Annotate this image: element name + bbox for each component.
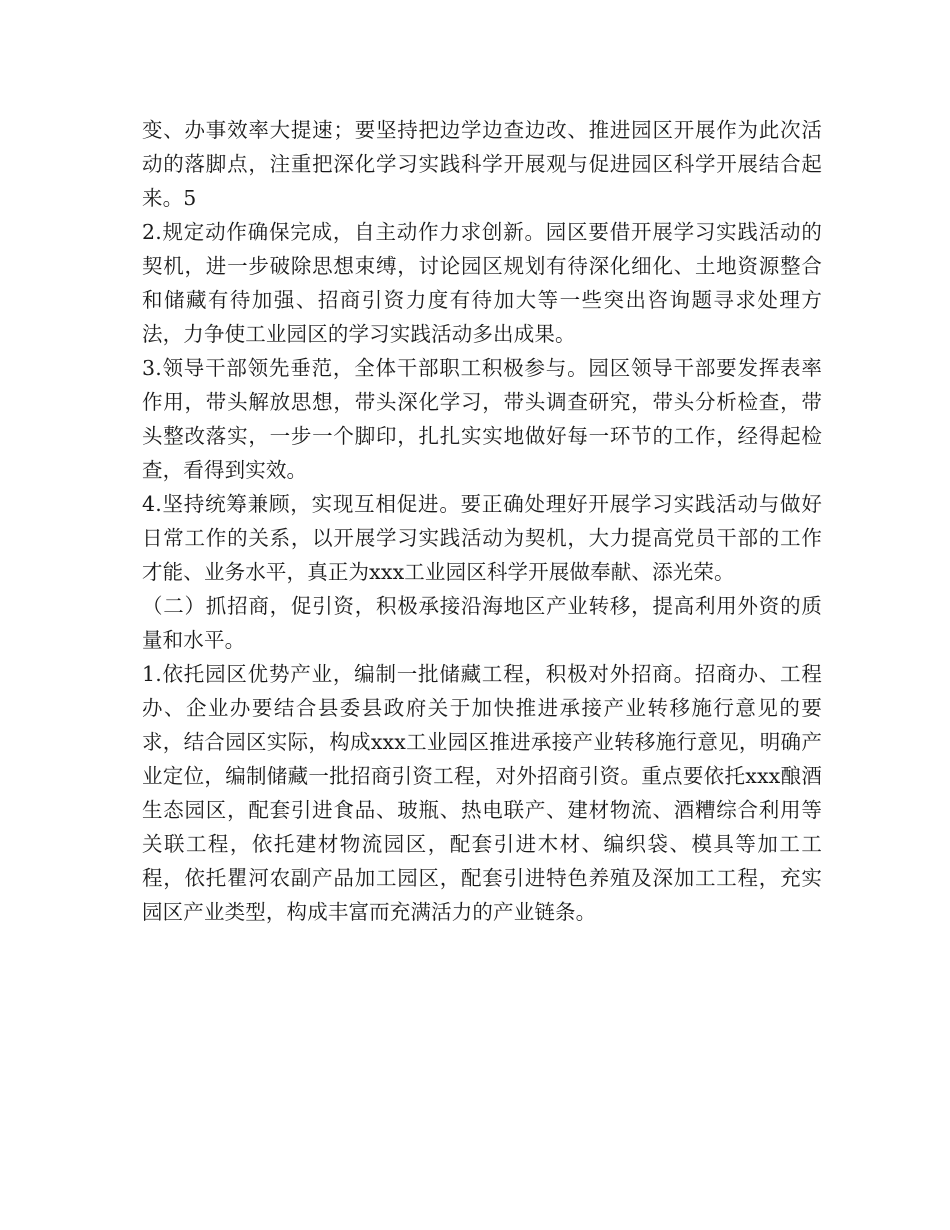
paragraph-item-4: 4.坚持统筹兼顾，实现互相促进。要正确处理好开展学习实践活动与做好日常工作的关系，以开展学习实践活动为契机，大力提高党员干部的工作才能、业务水平，真正为xxx工业园区科学开展做奉献、添光荣。 <box>142 492 822 584</box>
paragraph-section2-item-1: 1.依托园区优势产业，编制一批储藏工程，积极对外招商。招商办、工程办、企业办要结合县委县政府关于加快推进承接产业转移施行意见的要求，结合园区实际，构成xxx工业园区推进承接产业转移施行意见，明确产业定位，编制储藏一批招商引资工程，对外招商引资。重点要依托xxx酿酒生态园区，配套引进食品、玻瓶、热电联产、建材物流、酒糟综合利用等关联工程，依托建材物流园区，配套引进木材、编织袋、模具等加工工程，依托瞿河农副产品加工园区，配套引进特色养殖及深加工工程，充实园区产业类型，构成丰富而充满活力的产业链条。 <box>142 662 822 924</box>
section-heading-2: （二）抓招商，促引资，积极承接沿海地区产业转移，提高利用外资的质量和水平。 <box>142 594 822 652</box>
paragraph-item-3: 3.领导干部领先垂范，全体干部职工积极参与。园区领导干部要发挥表率作用，带头解放思想，带头深化学习，带头调查研究，带头分析检查，带头整改落实，一步一个脚印，扎扎实实地做好每一环节的工作，经得起检查，看得到实效。 <box>142 356 822 482</box>
document-body <box>142 113 822 929</box>
paragraph-item-2: 2.规定动作确保完成，自主动作力求创新。园区要借开展学习实践活动的契机，进一步破除思想束缚，讨论园区规划有待深化细化、土地资源整合和储藏有待加强、招商引资力度有待加大等一些突出咨询题寻求处理方法，力争使工业园区的学习实践活动多出成果。 <box>142 220 822 346</box>
paragraph-continuation: 变、办事效率大提速；要坚持把边学边查边改、推进园区开展作为此次活动的落脚点，注重把深化学习实践科学开展观与促进园区科学开展结合起来。5 <box>142 118 822 210</box>
